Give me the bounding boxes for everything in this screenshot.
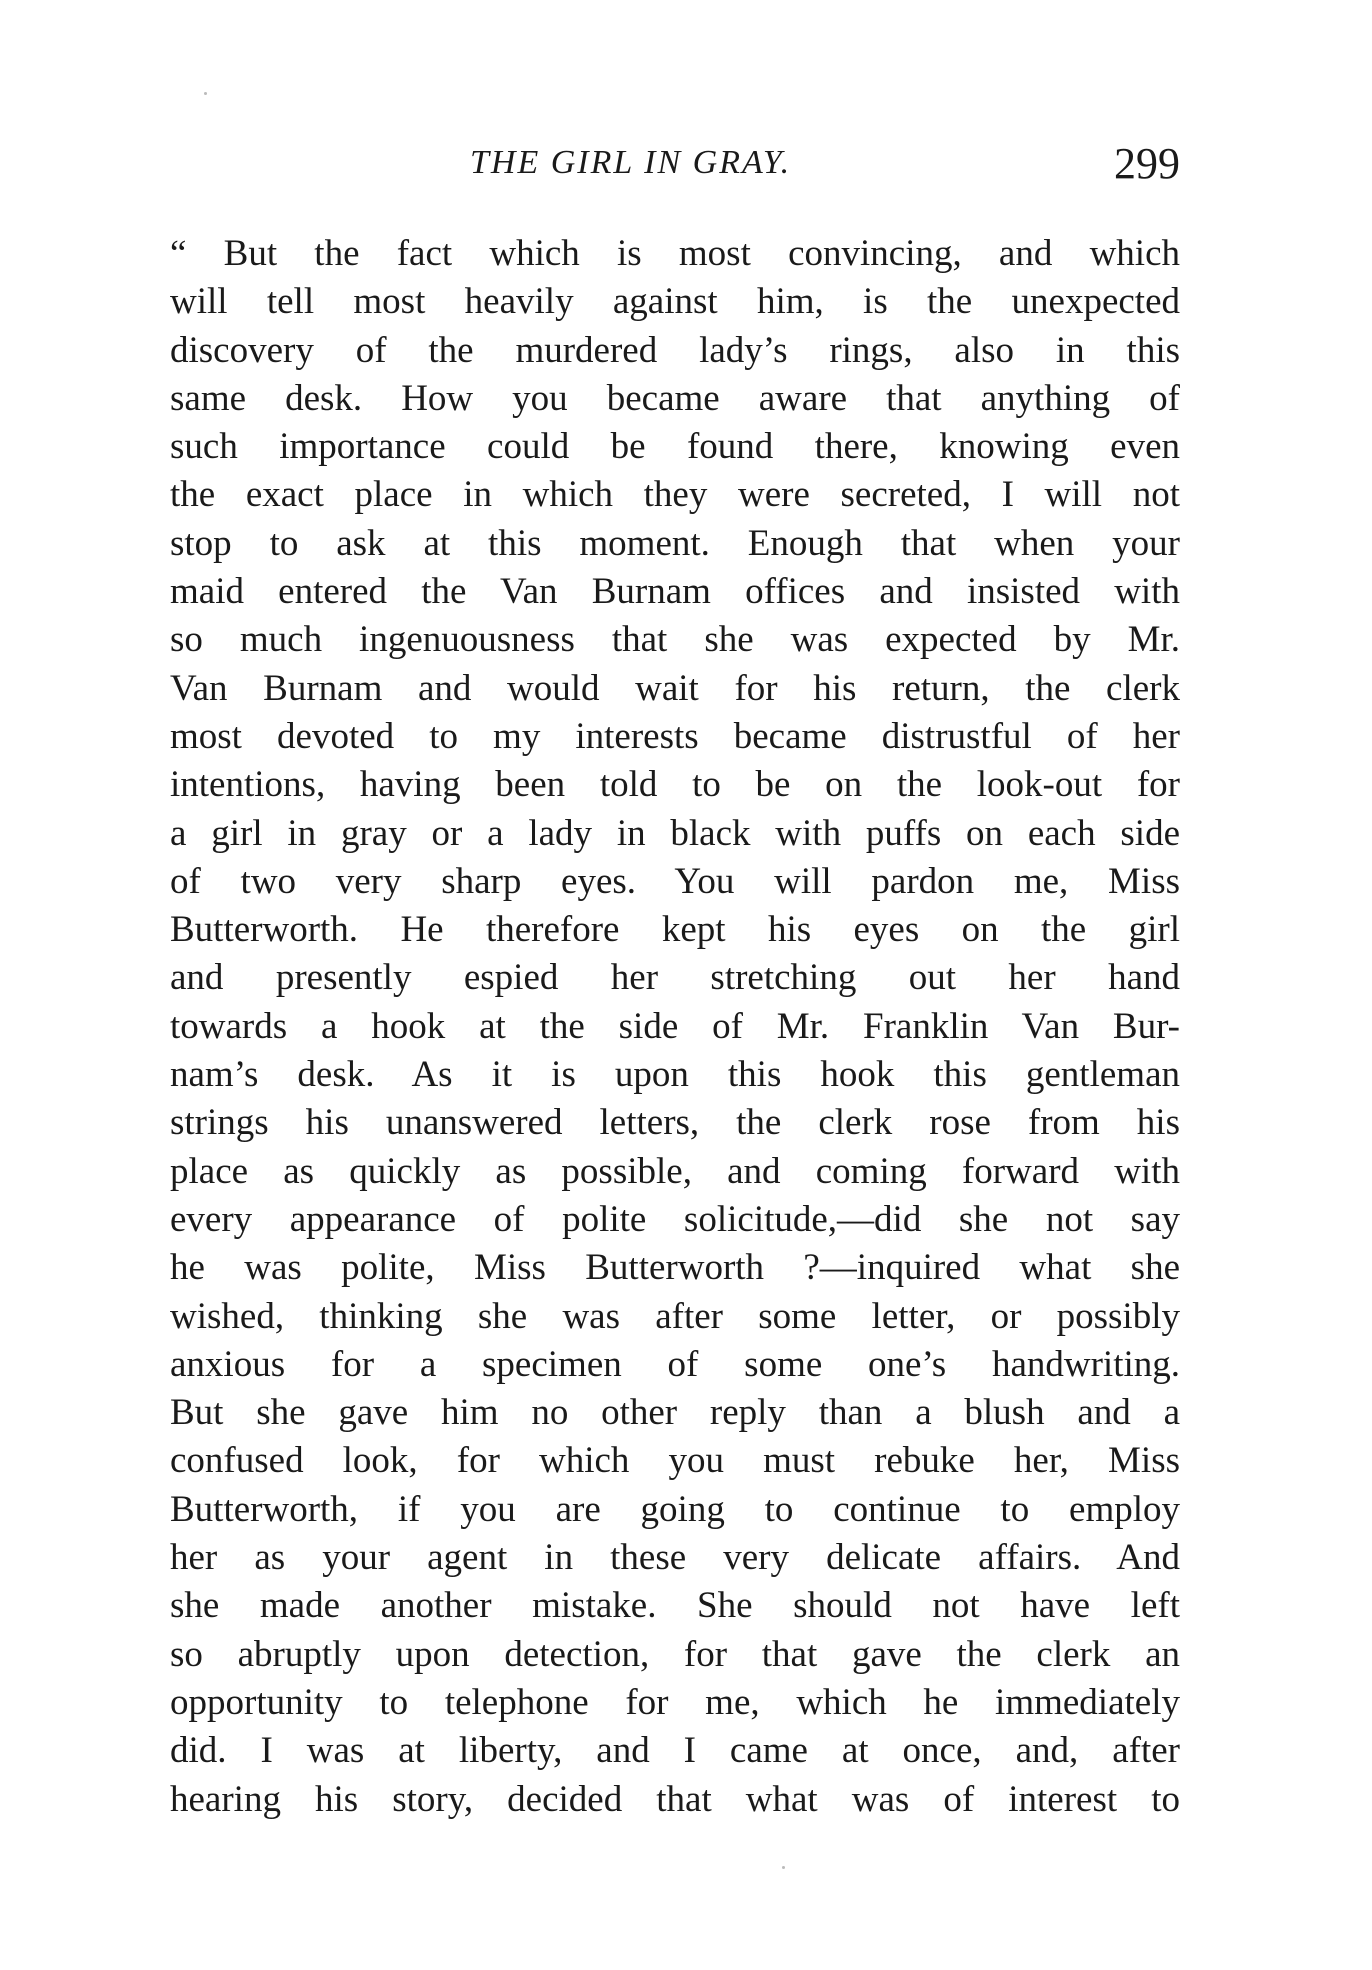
text-line: “ But the fact which is most convincing, and which — [170, 233, 1180, 274]
text-line: every appearance of polite solicitude,—did she not say — [170, 1198, 1180, 1240]
text-line: intentions, having been told to be on the look-out for — [170, 764, 1180, 806]
text-line: most devoted to my interests became distrustful of her — [170, 715, 1180, 757]
text-line: strings his unanswered letters, the clerk rose from his — [170, 1102, 1180, 1144]
text-line: towards a hook at the side of Mr. Franklin Van Bur- — [170, 1005, 1180, 1047]
text-line: Butterworth. He therefore kept his eyes on the girl — [170, 909, 1180, 951]
text-line: hearing his story, decided that what was of interest to — [170, 1778, 1180, 1820]
text-line: so much ingenuousness that she was expected by Mr. — [170, 619, 1180, 661]
text-line: confused look, for which you must rebuke her, Miss — [170, 1440, 1180, 1482]
text-line: Van Burnam and would wait for his return, the clerk — [170, 667, 1180, 709]
paper-speck — [204, 92, 207, 95]
body-text — [170, 230, 1180, 1824]
paper-speck — [782, 1866, 785, 1869]
text-line: did. I was at liberty, and I came at once, and, after — [170, 1730, 1180, 1772]
text-line: wished, thinking she was after some letter, or possibly — [170, 1295, 1180, 1337]
text-line: maid entered the Van Burnam offices and insisted with — [170, 571, 1180, 613]
text-line: and presently espied her stretching out her hand — [170, 957, 1180, 999]
text-line: of two very sharp eyes. You will pardon me, Miss — [170, 860, 1180, 902]
text-line: anxious for a specimen of some one’s handwriting. — [170, 1343, 1180, 1385]
text-line: he was polite, Miss Butterworth ?—inquired what she — [170, 1247, 1180, 1289]
text-line: discovery of the murdered lady’s rings, also in this — [170, 329, 1180, 371]
text-line: a girl in gray or a lady in black with puffs on each side — [170, 812, 1180, 854]
text-line: will tell most heavily against him, is the unexpected — [170, 281, 1180, 323]
text-line: But she gave him no other reply than a blush and a — [170, 1392, 1180, 1434]
text-line: the exact place in which they were secreted, I will not — [170, 474, 1180, 516]
text-line: Butterworth, if you are going to continue to employ — [170, 1488, 1180, 1530]
text-line: she made another mistake. She should not have left — [170, 1585, 1180, 1627]
text-line: her as your agent in these very delicate affairs. And — [170, 1537, 1180, 1579]
text-line: so abruptly upon detection, for that gave the clerk an — [170, 1633, 1180, 1675]
text-line: opportunity to telephone for me, which he immediately — [170, 1681, 1180, 1723]
text-line: stop to ask at this moment. Enough that when your — [170, 522, 1180, 564]
text-line: such importance could be found there, knowing even — [170, 426, 1180, 468]
text-line: nam’s desk. As it is upon this hook this gentleman — [170, 1054, 1180, 1096]
page-header — [170, 138, 1180, 198]
page-number: 299 — [1114, 139, 1180, 188]
text-line: same desk. How you became aware that anything of — [170, 377, 1180, 419]
running-title: THE GIRL IN GRAY. — [470, 144, 792, 181]
text-line: place as quickly as possible, and coming forward with — [170, 1150, 1180, 1192]
